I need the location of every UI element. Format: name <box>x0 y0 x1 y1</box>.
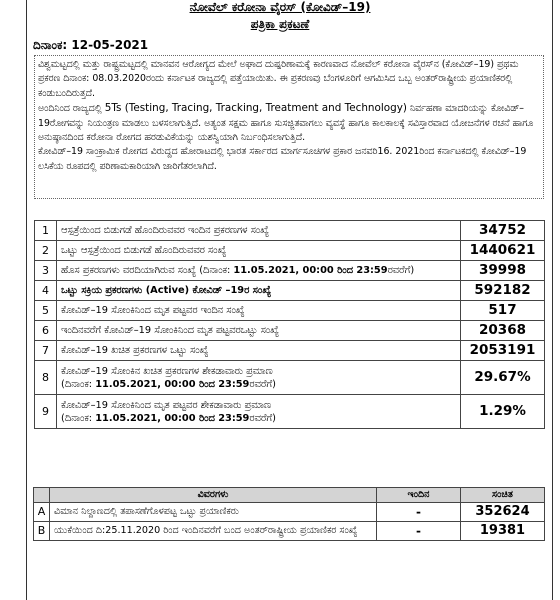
header-details: ವಿವರಗಳು <box>50 488 377 503</box>
stat-label-text: (ದಿನಾಂಕ: <box>61 412 96 424</box>
header-cumulative: ಸಂಚಿತ <box>461 488 545 503</box>
table-row <box>35 221 545 241</box>
stat-number: 4 <box>35 281 57 301</box>
stat-value: 517 <box>461 301 545 321</box>
stat-value: 2053191 <box>461 341 545 361</box>
table-row <box>35 321 545 341</box>
table-row <box>34 503 545 522</box>
stat-number: 9 <box>35 395 57 429</box>
stat-label-text: ಒಟ್ಟು ಆಸ್ಪತ್ರೆಯಿಂದ ಬಿಡುಗಡೆ ಹೊಂದಿರುವವರ ಸಂಖ್ಯೆ <box>61 245 227 256</box>
covid-stats-table <box>34 220 545 429</box>
stat-label <box>57 241 461 261</box>
table-row <box>34 522 545 541</box>
intro-text: ನಿರ್ವಹಣಾ ಮಾದರಿಯನ್ನು ಕೋವಿಡ್–19ರೋಗವನ್ನು ನಿಯಂತ್ರಣ ಮಾಡಲು ಬಳಸಲಾಗುತ್ತಿದೆ. ಅತ್ಯಂತ ಸಕ್ಷಮ ಹಾಗೂ ಸುಸಜ್ಜಿತವಾಗಲು ವ್ಯವಸ್ಥೆ ಹಾಗೂ ಕಾಲಕಾಲಕ್ಕೆ ಸವಿಸ್ತಾರವಾದ ಯೋಜನೆಗಳ ರಚನೆ ಹಾಗೂ ಅನುಷ್ಠಾನದಿಂದ ಕರೋನಾ ರೋಗದ ಹರಡುವಿಕೆಯನ್ನು ಯಶಸ್ವಿಯಾಗಿ ನಿರ್ಬಂಧಿಸಲಾಗುತ್ತಿದೆ. <box>38 103 534 144</box>
stat-label-text: ಕೋವಿಡ್–19 ಸೋಂಕಿನಿಂದ ಮೃತ ಪಟ್ಟವರ ಇಂದಿನ ಸಂಖ್ಯೆ <box>61 305 245 316</box>
row-letter: B <box>34 522 50 541</box>
intro-date: 08.03.2020 <box>92 73 147 85</box>
stat-label <box>57 361 461 395</box>
table-row <box>35 261 545 281</box>
stat-number: 8 <box>35 361 57 395</box>
stat-label <box>57 395 461 429</box>
stat-label-text: (ದಿನಾಂಕ: <box>61 378 96 390</box>
stat-value: 1.29% <box>461 395 545 429</box>
table-header-row <box>34 488 545 503</box>
header-blank-cell <box>34 488 50 503</box>
stat-label <box>57 281 461 301</box>
intro-text: ರಂದು ಕರ್ನಾಟಕ ರಾಜ್ಯದಲ್ಲಿ ಪತ್ತೆಯಾಯಿತು. ಈ ಪ್ರಕರಣವು ಬೆಂಗಳೂರಿಗೆ ಆಗಮಿಸಿದ ಒಬ್ಬ ಅಂತರ್‌ರಾಷ್ಟ್ರೀಯ ಪ್ರಯಾಣಿಕರಲ್ಲಿ ಕಂಡುಬಂದಿರುತ್ತದೆ. <box>38 73 513 99</box>
stat-number: 3 <box>35 261 57 281</box>
document-subtitle: ಪತ್ರಿಕಾ ಪ್ರಕಟಣೆ <box>250 17 310 31</box>
stat-label-bold: 11.05.2021, 00:00 ರಿಂದ 23:59 <box>233 265 388 276</box>
stat-number: 2 <box>35 241 57 261</box>
stat-label-text: ರವರೆಗೆ) <box>249 412 276 424</box>
stat-label-text: ಆಸ್ಪತ್ರೆಯಿಂದ ಬಿಡುಗಡೆ ಹೊಂದಿರುವವರ ಇಂದಿನ ಪ್ರಕರಣಗಳ ಸಂಖ್ಯೆ <box>61 225 269 236</box>
stat-label-text: ಕೋವಿಡ್–19 ಸೋಂಕಿನಿಂದ ಮೃತ ಪಟ್ಟವರ ಶೇಕಡಾವಾರು ಪ್ರಮಾಣ <box>61 399 271 411</box>
stat-label-bold: 11.05.2021, 00:00 ರಿಂದ 23:59 <box>95 412 250 424</box>
stat-number: 1 <box>35 221 57 241</box>
stat-label-text: ರವರೆಗೆ) <box>387 265 415 276</box>
row-label: ಯುಕೆಯಿಂದ ದಿ:25.11.2020 ರಿಂದ ಇಂದಿನವರೆಗೆ ಬಂದ ಅಂತರ್‌ರಾಷ್ಟ್ರೀಯ ಪ್ರಯಾಣಿಕರ ಸಂಖ್ಯೆ <box>50 522 377 541</box>
row-today: - <box>377 503 461 522</box>
table-row <box>35 241 545 261</box>
stat-value: 34752 <box>461 221 545 241</box>
stat-value: 39998 <box>461 261 545 281</box>
stat-value: 20368 <box>461 321 545 341</box>
stat-label <box>57 301 461 321</box>
stat-label-bold: 11.05.2021, 00:00 ರಿಂದ 23:59 <box>95 378 250 390</box>
row-cumulative: 19381 <box>461 522 545 541</box>
travel-stats-table <box>33 487 545 541</box>
stat-value: 1440621 <box>461 241 545 261</box>
intro-text: ವಿಶ್ವಮಟ್ಟದಲ್ಲಿ ಮತ್ತು ರಾಷ್ಟ್ರಮಟ್ಟದಲ್ಲಿ ಮಾನವನ ಆರೋಗ್ಯದ ಮೇಲೆ ಅಘಾದ ದುಷ್ಪರಿಣಾಮಕ್ಕೆ ಕಾರಣವಾದ ನೋವೆಲ್ ಕರೋನಾ ವೈರಸ್‌ನ (ಕೋವಿಡ್–19) ಪ್ರಥಮ ಪ್ರಕರಣ ದಿನಾಂಕ: <box>38 59 519 85</box>
stat-value: 592182 <box>461 281 545 301</box>
intro-paragraph-2 <box>38 101 540 145</box>
date-value: 12-05-2021 <box>71 38 149 52</box>
intro-text: ಅಂದಿನಿಂದ ರಾಜ್ಯದಲ್ಲಿ <box>38 103 105 115</box>
stat-number: 5 <box>35 301 57 321</box>
row-cumulative: 352624 <box>461 503 545 522</box>
release-date <box>33 38 148 52</box>
stat-label-text: ಇಂದಿನವರೆಗೆ ಕೋವಿಡ್–19 ಸೋಂಕಿನಿಂದ ಮೃತ ಪಟ್ಟವರಒಟ್ಟು ಸಂಖ್ಯೆ <box>61 325 280 336</box>
stat-label-text: ರವರೆಗೆ) <box>249 378 276 390</box>
table-row <box>35 395 545 429</box>
row-today: - <box>377 522 461 541</box>
stat-label-text: ಕೋವಿಡ್–19 ಖಚಿತ ಪ್ರಕರಣಗಳ ಒಟ್ಟು ಸಂಖ್ಯೆ <box>61 345 209 356</box>
stat-label <box>57 321 461 341</box>
table-row <box>35 281 545 301</box>
table-row <box>35 301 545 321</box>
stat-label-text: ಒಟ್ಟು ಸಕ್ರಿಯ ಪ್ರಕರಣಗಳು (Active) ಕೋವಿಡ್ –19ರ ಸಂಖ್ಯೆ <box>61 285 272 296</box>
stat-label-text: ಕೋವಿಡ್–19 ಸೋಂಕಿನ ಖಚಿತ ಪ್ರಕರಣಗಳ ಶೇಕಡಾವಾರು ಪ್ರಮಾಣ <box>61 365 273 377</box>
table-row <box>35 341 545 361</box>
stat-label <box>57 221 461 241</box>
stat-value: 29.67% <box>461 361 545 395</box>
stat-number: 6 <box>35 321 57 341</box>
intro-box <box>34 55 544 199</box>
header-today: ಇಂದಿನ <box>377 488 461 503</box>
row-letter: A <box>34 503 50 522</box>
date-label: ದಿನಾಂಕ: <box>33 38 68 52</box>
stat-label <box>57 261 461 281</box>
stat-label <box>57 341 461 361</box>
table-row <box>35 361 545 395</box>
intro-paragraph-1 <box>38 58 540 101</box>
intro-paragraph-3: ಕೋವಿಡ್–19 ಸಾಂಕ್ರಾಮಿಕ ರೋಗದ ವಿರುದ್ದದ ಹೋರಾಟದಲ್ಲಿ ಭಾರತ ಸರ್ಕಾರದ ಮಾರ್ಗಸೂಚಿಗಳ ಪ್ರಕಾರ ಜನವರಿ16. 2021ರಿಂದ ಕರ್ನಾಟಕದಲ್ಲಿ ಕೋವಿಡ್–19 ಲಸಿಕೆಯ ರೂಪದಲ್ಲಿ ಪರಿಣಾಮಕಾರಿಯಾಗಿ ಜಾರಿಗೆತರಲಾಗಿದೆ. <box>38 146 527 172</box>
row-label: ವಿಮಾನ ನಿಲ್ದಾಣದಲ್ಲಿ ತಪಾಸಣೆಗೊಳಪಟ್ಟ ಒಟ್ಟು ಪ್ರಯಾಣಿಕರು <box>50 503 377 522</box>
stat-label-text: ಹೊಸ ಪ್ರಕರಣಗಳು ವರದಿಯಾಗಿರುವ ಸಂಖ್ಯೆ (ದಿನಾಂಕ: <box>61 265 234 276</box>
intro-5ts: 5Ts (Testing, Tracing, Tracking, Treatment and Technology) <box>104 102 407 115</box>
document-title: ನೋವೆಲ್ ಕರೋನಾ ವೈರಸ್ (ಕೋವಿಡ್–19) <box>189 0 371 14</box>
stat-number: 7 <box>35 341 57 361</box>
